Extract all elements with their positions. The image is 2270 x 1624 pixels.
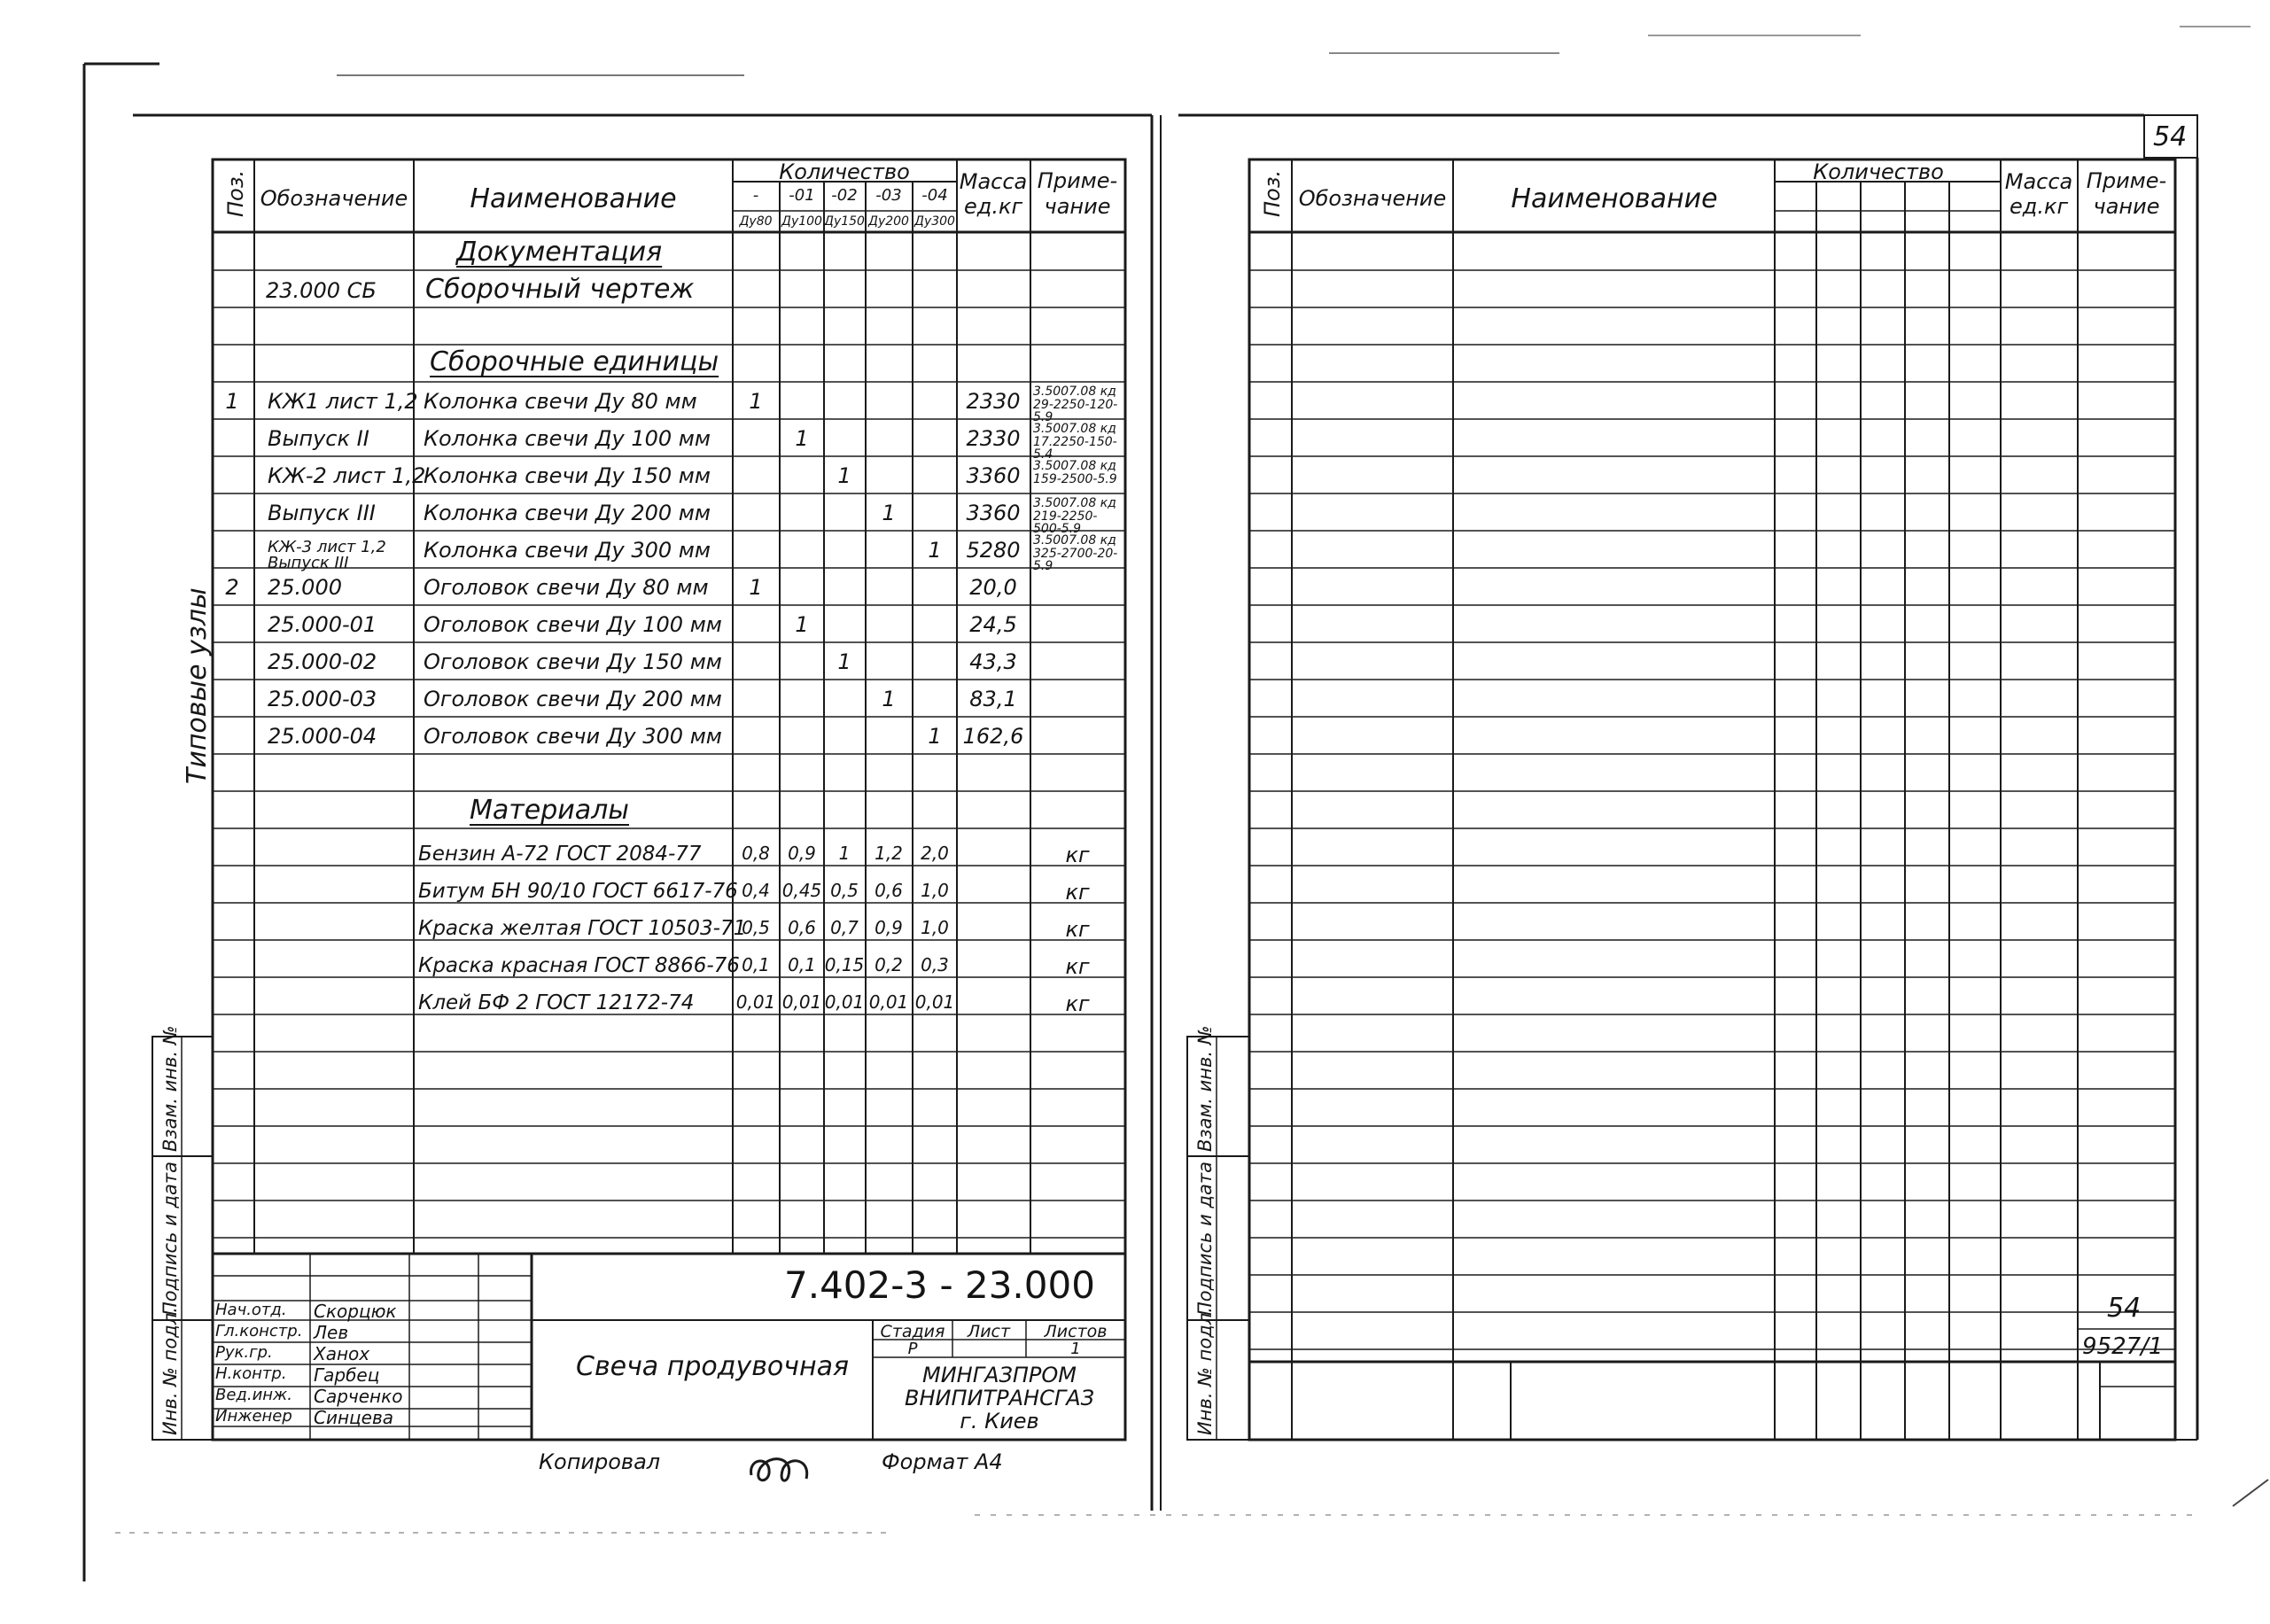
assembly-mass: 5280 [966,538,1021,563]
header-pos: Поз. [223,169,248,217]
assembly-name: Оголовок свечи Ду 150 мм [424,649,722,674]
sheet-label: Лист [967,1322,1011,1341]
right-header-note-text: Приме-чание [2086,168,2167,219]
assembly-designation: 25.000-03 [268,687,377,711]
header-note-text: Приме-чание [1037,168,1118,219]
material-unit: кг [1065,880,1090,905]
assembly-designation: Выпуск III [268,501,376,525]
material-name: Краска желтая ГОСТ 10503-71 [418,917,747,940]
right-header-name: Наименование [1511,183,1718,214]
signatory-role: Рук.гр. [215,1343,273,1362]
stage-value: Р [907,1340,918,1358]
material-unit: кг [1065,843,1090,867]
material-qty: 1,0 [921,880,949,901]
assembly-note: 3.5007.08 кд 219-2250-500-5.9 [1033,496,1116,537]
assembly-qty: 1 [749,389,763,414]
material-qty: 0,9 [875,917,903,938]
signatory-role: Инженер [215,1407,292,1426]
assembly-designation: Выпуск II [268,426,369,451]
assembly-note: 3.5007.08 кд 17.2250-150-5.4 [1033,422,1117,462]
margin-label-signature: Подпись и дата [159,1162,181,1316]
material-qty: 1,2 [875,843,903,864]
assembly-name: Оголовок свечи Ду 80 мм [424,575,709,600]
signatory-name: Скорцюк [314,1301,397,1322]
right-margin-label-signature: Подпись и дата [1194,1162,1216,1316]
material-qty: 0,7 [830,917,859,938]
assembly-name: Колонка свечи Ду 80 мм [424,389,697,414]
sheets-label: Листов [1044,1322,1108,1341]
format-label: Формат А4 [882,1449,1003,1474]
material-unit: кг [1065,991,1090,1016]
material-qty: 0,01 [781,991,822,1013]
section-assembly-units: Сборочные единицы [430,346,719,377]
header-mass [958,170,1029,219]
assembly-note: 3.5007.08 кд 159-2500-5.9 [1033,459,1117,486]
variant-5: -04 [921,186,948,205]
page-number: 54 [2153,121,2188,152]
material-name: Краска красная ГОСТ 8866-76 [418,954,740,977]
assembly-qty: 1 [795,426,809,451]
material-qty: 0,01 [735,991,776,1013]
material-qty: 0,6 [788,917,816,938]
right-header-pos: Поз. [1260,169,1285,217]
signatory-name: Сарченко [314,1386,403,1407]
right-header-quantity: Количество [1813,159,1944,184]
material-qty: 0,15 [824,954,865,975]
header-designation: Обозначение [260,186,408,211]
right-page-number: 54 [2107,1293,2142,1324]
material-name: Клей БФ 2 ГОСТ 12172-74 [418,991,695,1014]
header-mass-text: Масса ед.кг [959,169,1028,219]
assembly-designation: КЖ-3 лист 1,2 Выпуск III [268,538,386,572]
material-qty: 0,5 [830,880,859,901]
assembly-qty: 1 [882,501,896,525]
assembly-pos: 1 [225,389,239,414]
assembly-designation: 25.000-01 [268,612,377,637]
material-unit: кг [1065,954,1090,979]
material-name: Бензин А-72 ГОСТ 2084-77 [418,843,702,866]
assembly-name: Колонка свечи Ду 150 мм [424,463,711,488]
signatory-role: Вед.инж. [215,1386,292,1404]
right-header-mass-text: Масса ед.кг [2004,169,2073,219]
header-name: Наименование [470,183,677,214]
assembly-mass: 2330 [966,426,1021,451]
material-qty: 0,01 [914,991,955,1013]
signatory-name: Ханох [314,1343,370,1364]
assembly-qty: 1 [749,575,763,600]
assembly-name: Колонка свечи Ду 100 мм [424,426,711,451]
sheets-value: 1 [1070,1340,1081,1358]
side-label-typical-units: Типовые узлы [182,587,213,784]
assembly-mass: 3360 [966,463,1021,488]
org-line-1: МИНГАЗПРОМ [922,1363,1077,1387]
material-qty: 0,5 [742,917,770,938]
material-qty: 0,01 [824,991,865,1013]
assembly-mass: 2330 [966,389,1021,414]
material-qty: 0,9 [788,843,816,864]
copied-by-label: Копировал [539,1449,661,1474]
material-qty: 0,1 [788,954,816,975]
assembly-designation: КЖ1 лист 1,2 [268,389,418,414]
org-line-2: ВНИПИТРАНСГАЗ [905,1386,1094,1410]
doc-number: 7.402-3 - 23.000 [784,1263,1095,1307]
assembly-note: 3.5007.08 кд 29-2250-120-5.9 [1033,385,1118,425]
variant-2: -01 [789,186,815,205]
signatory-name: Гарбец [314,1364,380,1386]
material-qty: 2,0 [921,843,949,864]
assembly-qty: 1 [882,687,896,711]
section-documentation: Документация [456,237,663,268]
copyist-signature [744,1449,824,1488]
right-header-designation: Обозначение [1298,186,1447,211]
assembly-qty: 1 [795,612,809,637]
assembly-name: Оголовок свечи Ду 300 мм [424,724,722,749]
variant-1: - [752,186,759,205]
material-qty: 1 [838,843,851,864]
variant-4: -03 [875,186,902,205]
right-margin-label-inventory: Инв. № подл. [1194,1307,1216,1435]
assembly-name: Колонка свечи Ду 200 мм [424,501,711,525]
assembly-designation: 25.000-04 [268,724,377,749]
archive-number: 9527/1 [2082,1333,2164,1360]
diameter-5: Ду300 [914,214,955,229]
assembly-qty: 1 [837,463,851,488]
doc-name: Сборочный чертеж [425,274,695,305]
material-unit: кг [1065,917,1090,942]
right-header-mass [2003,170,2074,219]
signatory-role: Н.контр. [215,1364,287,1383]
assembly-mass: 24,5 [969,612,1017,637]
diameter-4: Ду200 [868,214,909,229]
assembly-mass: 43,3 [969,649,1017,674]
material-name: Битум БН 90/10 ГОСТ 6617-76 [418,880,738,903]
material-qty: 1,0 [921,917,949,938]
signatory-role: Нач.отд. [215,1301,287,1319]
assembly-designation: КЖ-2 лист 1,2 [268,463,426,488]
assembly-name: Оголовок свечи Ду 100 мм [424,612,722,637]
assembly-mass: 3360 [966,501,1021,525]
margin-label-inventory: Инв. № подл. [159,1307,181,1435]
variant-3: -02 [831,186,858,205]
right-margin-label-replacement: Взам. инв. № [1194,1025,1216,1152]
signatory-role: Гл.констр. [215,1322,303,1340]
assembly-designation: 25.000-02 [268,649,377,674]
material-qty: 0,8 [742,843,770,864]
assembly-name: Колонка свечи Ду 300 мм [424,538,711,563]
assembly-mass: 83,1 [969,687,1017,711]
assembly-name: Оголовок свечи Ду 200 мм [424,687,722,711]
drawing-title: Свеча продувочная [576,1351,850,1382]
assembly-mass: 20,0 [969,575,1017,600]
section-materials: Материалы [470,795,629,826]
header-note [1033,168,1122,220]
header-quantity: Количество [779,159,910,184]
material-qty: 0,6 [875,880,903,901]
right-header-note [2082,168,2171,220]
material-qty: 0,01 [868,991,909,1013]
signatory-name: Синцева [314,1407,393,1428]
material-qty: 0,4 [742,880,770,901]
assembly-qty: 1 [928,538,942,563]
assembly-qty: 1 [837,649,851,674]
material-qty: 0,45 [781,880,822,901]
diameter-2: Ду100 [781,214,822,229]
org-line-3: г. Киев [960,1409,1039,1434]
assembly-designation: 25.000 [268,575,342,600]
assembly-note: 3.5007.08 кд 325-2700-20-5.9 [1033,533,1118,574]
diameter-1: Ду80 [739,214,773,229]
doc-designation: 23.000 СБ [266,278,377,303]
assembly-mass: 162,6 [962,724,1024,749]
material-qty: 0,2 [875,954,903,975]
stage-label: Стадия [880,1322,945,1341]
margin-label-replacement: Взам. инв. № [159,1025,181,1152]
signatory-name: Лев [314,1322,349,1343]
material-qty: 0,3 [921,954,949,975]
assembly-qty: 1 [928,724,942,749]
material-qty: 0,1 [742,954,770,975]
diameter-3: Ду150 [824,214,865,229]
assembly-pos: 2 [225,575,239,600]
